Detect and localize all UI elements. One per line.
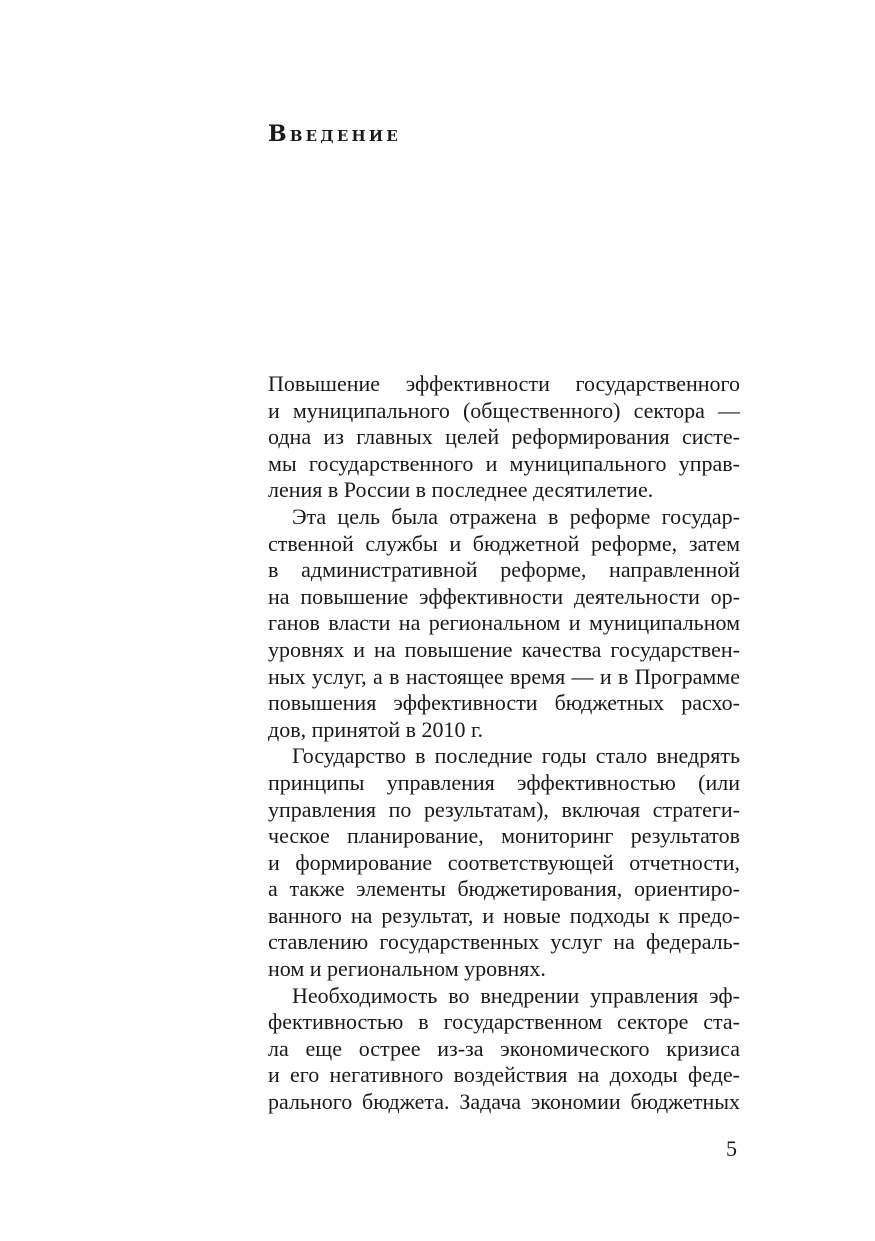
text-line: на повышение эффективности деятельности ор- [268,583,740,609]
chapter-title: Введение [268,121,401,147]
text-line: ческое планирование, мониторинг результатов [268,823,740,849]
text-line: ла еще острее из-за экономического кризиса [268,1035,740,1061]
text-line: и формирование соответствующей отчетности, [268,849,740,875]
text-line: ставлению государственных услуг на федераль- [268,929,740,955]
text-line: принципы управления эффективностью (или [268,769,740,795]
text-line: ванного на результат, и новые подходы к предо- [268,902,740,928]
text-line: Необходимость во внедрении управления эф- [292,982,740,1008]
text-line: мы государственного и муниципального управ- [268,450,740,476]
text-line: ном и региональном уровнях. [268,956,546,982]
text-line: фективностью в государственном секторе ста- [268,1009,740,1035]
text-line: дов, принятой в 2010 г. [268,716,484,742]
paragraph [268,983,740,1116]
paragraph [268,504,740,743]
text-line: рального бюджета. Задача экономии бюджетных [268,1089,740,1115]
text-line: а также элементы бюджетирования, ориентиро- [268,876,740,902]
text-line: ганов власти на региональном и муниципальном [268,610,740,636]
text-line: и муниципального (общественного) сектора — [268,397,740,423]
text-line: управления по результатам), включая стратеги- [268,796,740,822]
text-line: одна из главных целей реформирования систе- [268,424,740,450]
text-line: Повышение эффективности государственного [268,371,740,396]
text-line: ственной службы и бюджетной реформе, затем [268,530,740,556]
text-line: уровнях и на повышение качества государствен- [268,636,740,662]
paragraph [268,371,740,504]
text-line: ных услуг, а в настоящее время — и в Программе [268,663,740,689]
text-line: ления в России в последнее десятилетие. [268,477,654,503]
text-line: Государство в последние годы стало внедрять [292,743,740,769]
text-line: Эта цель была отражена в реформе государ- [292,503,740,529]
page-number: 5 [726,1136,737,1161]
text-line: в административной реформе, направленной [268,557,740,583]
body-text [268,371,740,1116]
text-line: и его негативного воздействия на доходы феде- [268,1062,740,1088]
paragraph [268,743,740,982]
text-line: повышения эффективности бюджетных расхо- [268,690,740,716]
